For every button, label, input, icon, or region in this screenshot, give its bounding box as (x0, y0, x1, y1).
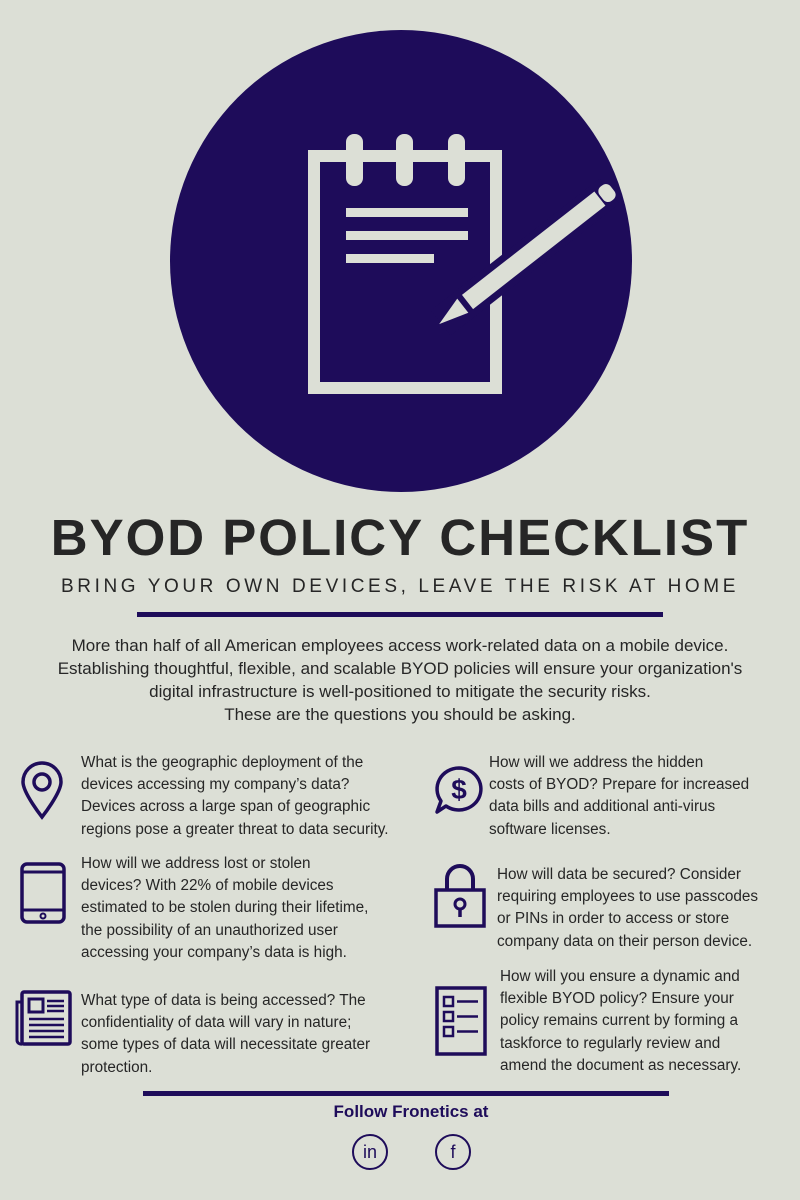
svg-text:$: $ (451, 774, 467, 805)
item-line: How will data be secured? Consider (497, 866, 742, 883)
item-line: What type of data is being accessed? The (81, 992, 366, 1009)
tablet-icon (20, 862, 66, 924)
item-text (489, 752, 749, 841)
linkedin-icon[interactable] (352, 1134, 388, 1170)
newspaper-icon (14, 990, 72, 1048)
item-line: estimated to be stolen during their lifetime, (81, 899, 369, 917)
bottom-divider (143, 1091, 669, 1096)
intro-line: These are the questions you should be asking. (224, 705, 576, 724)
item-line: or PINs in order to access or store (497, 910, 730, 928)
notepad-pencil-icon (170, 30, 632, 492)
item-text (81, 752, 389, 841)
padlock-icon (434, 862, 486, 928)
item-line: policy remains current by forming a (500, 1012, 739, 1030)
item-line: flexible BYOD policy? Ensure your (500, 990, 734, 1008)
dollar-chat-icon (432, 764, 486, 816)
follow-text: Follow Fronetics at (333, 1102, 489, 1121)
item-line: protection. (81, 1058, 153, 1076)
top-divider (137, 612, 663, 617)
page-subtitle: BRING YOUR OWN DEVICES, LEAVE THE RISK AT HOME (60, 576, 739, 597)
intro-paragraph (18, 634, 782, 726)
linkedin-label: in (362, 1142, 377, 1162)
item-line: How will you ensure a dynamic and (500, 968, 740, 985)
item-line: accessing your company’s data is high. (81, 943, 347, 961)
item-line: How will we address lost or stolen (81, 855, 311, 872)
item-text (500, 966, 741, 1077)
item-text (81, 853, 368, 964)
intro-line: digital infrastructure is well-positioned to mitigate the security risks. (149, 682, 651, 701)
location-pin-icon (18, 760, 66, 820)
item-line: taskforce to regularly review and (500, 1034, 721, 1052)
item-line: confidentiality of data will vary in nature; (81, 1014, 352, 1032)
item-line: Devices across a large span of geographic (81, 798, 371, 816)
facebook-icon[interactable] (435, 1134, 471, 1170)
item-line: software licenses. (489, 820, 611, 838)
intro-line: More than half of all American employees access work-related data on a mobile device. (71, 636, 729, 655)
item-line: devices? With 22% of mobile devices (81, 877, 334, 895)
item-line: devices accessing my company’s data? (81, 776, 350, 794)
facebook-label: f (450, 1142, 456, 1162)
item-line: the possibility of an unauthorized user (81, 921, 338, 939)
item-line: amend the document as necessary. (500, 1056, 742, 1074)
item-line: costs of BYOD? Prepare for increased (489, 776, 750, 794)
item-line: regions pose a greater threat to data security. (81, 820, 389, 838)
item-line: data bills and additional anti-virus (489, 798, 716, 816)
intro-line: Establishing thoughtful, flexible, and scalable BYOD policies will ensure your organization's (57, 659, 743, 678)
item-line: How will we address the hidden (489, 754, 704, 771)
hero-circle (170, 30, 632, 492)
item-text (81, 990, 370, 1079)
item-line: What is the geographic deployment of the (81, 754, 364, 771)
item-line: company data on their person device. (497, 932, 753, 950)
checklist-icon (435, 986, 487, 1056)
page-title: BYOD POLICY CHECKLIST (50, 509, 750, 566)
item-text (497, 864, 758, 953)
item-line: requiring employees to use passcodes (497, 888, 759, 906)
item-line: some types of data will necessitate greater (81, 1036, 371, 1054)
